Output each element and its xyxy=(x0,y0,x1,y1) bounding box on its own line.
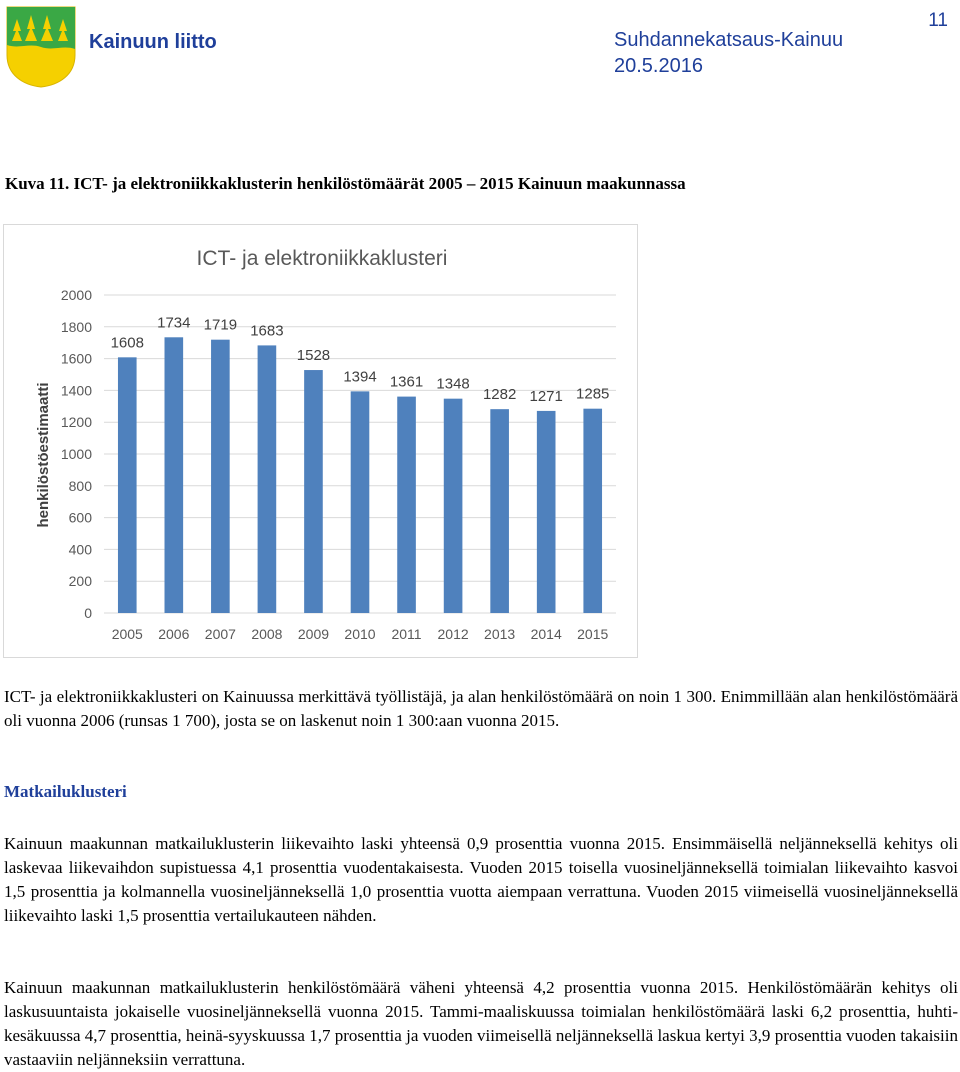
bar-2006 xyxy=(165,337,184,613)
bar-2009 xyxy=(304,370,323,613)
y-tick-label: 1800 xyxy=(60,318,92,335)
y-tick-label: 2000 xyxy=(60,287,92,303)
data-label-2008: 1683 xyxy=(250,322,284,340)
header-left xyxy=(5,5,217,89)
bar-chart xyxy=(4,225,637,657)
y-tick-label: 1200 xyxy=(60,414,92,431)
x-tick-label: 2008 xyxy=(251,626,283,642)
x-tick-label: 2006 xyxy=(158,626,190,642)
bar-2015 xyxy=(583,409,602,613)
data-label-2012: 1348 xyxy=(436,375,470,393)
x-tick-label: 2007 xyxy=(204,626,236,642)
report-title: Suhdannekatsaus-Kainuu xyxy=(614,29,844,51)
kainuu-coat-of-arms-icon xyxy=(5,5,77,89)
x-tick-label: 2010 xyxy=(344,626,376,642)
bar-2014 xyxy=(537,411,556,613)
bar-2010 xyxy=(351,391,370,613)
data-label-2014: 1271 xyxy=(529,387,563,405)
bar-2013 xyxy=(490,409,509,613)
y-tick-label: 800 xyxy=(68,477,92,494)
data-label-2009: 1528 xyxy=(296,347,331,365)
data-label-2010: 1394 xyxy=(343,368,377,386)
y-tick-label: 200 xyxy=(68,573,92,590)
page-number: 11 xyxy=(928,10,948,31)
org-name: Kainuun liitto xyxy=(89,30,217,53)
paragraph-tourism-staff: Kainuun maakunnan matkailuklusterin henkilöstömäärä väheni yhteensä 4,2 prosenttia vuonna 2015. Henkilöstömäärän kehitys oli laskusuuntaista jokaiselle vuosineljänneksellä vuonna 2015. Tammi-maaliskuussa toimialan henkilöstömäärä laski 6,2 prosenttia, huhti-kesäkuussa 4,7 prosenttia, heinä-syyskuussa 1,7 prosenttia ja vuoden viimeisellä neljänneksellä laskua kertyi 3,9 prosenttia vuoden takaisiin vastaaviin neljänneksiin verrattuna. xyxy=(4,978,958,1069)
chart-container xyxy=(3,224,638,658)
bar-2005 xyxy=(118,357,137,613)
y-tick-label: 0 xyxy=(84,605,92,621)
y-tick-label: 1000 xyxy=(60,446,92,462)
report-date: 20.5.2016 xyxy=(614,55,703,77)
chart-title: ICT- ja elektroniikkaklusteri xyxy=(196,247,448,270)
figure-caption: Kuva 11. ICT- ja elektroniikkaklusterin henkilöstömäärät 2005 – 2015 Kainuun maakunnassa xyxy=(5,174,686,193)
data-label-2015: 1285 xyxy=(576,385,610,403)
bar-2011 xyxy=(397,397,416,613)
x-tick-label: 2013 xyxy=(484,626,516,642)
x-tick-label: 2011 xyxy=(391,626,422,642)
chart-y-axis-label: henkilöstöestimaatti xyxy=(35,382,52,528)
y-tick-label: 1600 xyxy=(60,350,92,367)
data-label-2011: 1361 xyxy=(389,373,424,391)
paragraph-ict: ICT- ja elektroniikkaklusteri on Kainuussa merkittävä työllistäjä, ja alan henkilöstömäärä on noin 1 300. Enimmillään alan henkilöstömäärä oli vuonna 2006 (runsas 1 700), josta se on laskenut noin 1 300:aan vuonna 2015. xyxy=(4,687,958,730)
y-tick-label: 1400 xyxy=(60,382,92,399)
header-right xyxy=(614,27,843,79)
data-label-2005: 1608 xyxy=(110,334,144,352)
x-tick-label: 2014 xyxy=(530,626,562,642)
paragraph-tourism-revenue: Kainuun maakunnan matkailuklusterin liikevaihto laski yhteensä 0,9 prosenttia vuonna 2015. Ensimmäisellä neljänneksellä kehitys oli laskevaa liikevaihdon supistuessa 4,1 prosenttia vuodentakaisesta. Vuoden 2015 toisella vuosineljänneksellä toimialan liikevaihto kasvoi 1,5 prosenttia ja kolmannella vuosineljänneksellä 1,0 prosenttia vuotta aiempaan verrattuna. Vuoden 2015 viimeisellä vuosineljänneksellä liikevaihto laski 1,5 prosenttia vertailukauteen nähden. xyxy=(4,834,958,925)
bar-2007 xyxy=(211,340,230,613)
y-tick-label: 400 xyxy=(68,541,92,558)
data-label-2013: 1282 xyxy=(482,386,517,404)
y-tick-label: 600 xyxy=(68,509,92,526)
bar-2008 xyxy=(258,345,277,613)
x-tick-label: 2012 xyxy=(437,626,469,642)
x-tick-label: 2009 xyxy=(297,626,330,642)
x-tick-label: 2005 xyxy=(111,626,143,642)
x-tick-label: 2015 xyxy=(577,626,609,642)
data-label-2007: 1719 xyxy=(203,316,238,334)
bar-2012 xyxy=(444,399,463,613)
data-label-2006: 1734 xyxy=(157,314,191,332)
section-heading-tourism: Matkailuklusteri xyxy=(4,782,127,801)
